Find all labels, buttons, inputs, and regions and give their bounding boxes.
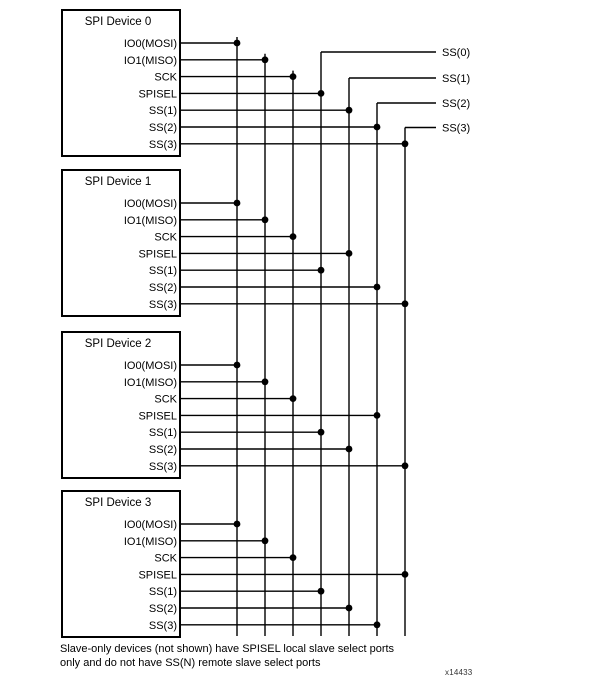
footnote-line-2: only and do not have SS(N) remote slave select ports [60, 657, 321, 669]
device-1-port-label-2: SCK [154, 231, 177, 244]
device-3-port-label-3: SPISEL [138, 569, 177, 582]
device-3-port-label-4: SS(1) [148, 586, 177, 599]
device-3-port-label-0: IO0(MOSI) [123, 519, 177, 531]
device-0-port-label-3: SPISEL [138, 88, 177, 101]
device-0-port-label-1: IO1(MISO) [123, 54, 177, 67]
device-0-port-label-4: SS(1) [148, 105, 177, 118]
device-1-port-label-0: IO0(MOSI) [123, 198, 177, 210]
device-0-junction-dot-3 [318, 90, 325, 97]
device-2-junction-dot-6 [402, 462, 409, 469]
device-3-junction-dot-1 [262, 537, 269, 544]
device-3-junction-dot-0 [234, 521, 241, 528]
device-3-junction-dot-2 [290, 554, 297, 561]
device-0-junction-dot-1 [262, 56, 269, 63]
ss0-net-label: SS(0) [442, 47, 471, 59]
device-1-junction-dot-6 [402, 300, 409, 307]
device-3-junction-dot-3 [402, 571, 409, 578]
spi-device-0-title: SPI Device 0 [84, 16, 152, 28]
ss1-net-label: SS(1) [442, 73, 471, 85]
device-0-junction-dot-4 [346, 107, 353, 114]
device-1-port-label-1: IO1(MISO) [123, 214, 177, 227]
spi-device-2-title: SPI Device 2 [84, 338, 152, 350]
device-2-junction-dot-2 [290, 395, 297, 402]
device-2-junction-dot-1 [262, 378, 269, 385]
device-3-junction-dot-4 [318, 588, 325, 595]
device-3-port-label-6: SS(3) [148, 619, 177, 632]
ss3-net-label: SS(3) [442, 122, 471, 135]
device-2-port-label-5: SS(2) [148, 444, 177, 456]
device-2-port-label-2: SCK [154, 393, 177, 406]
device-3-port-label-2: SCK [154, 552, 177, 565]
device-2-port-label-3: SPISEL [138, 410, 177, 423]
device-2-junction-dot-0 [234, 362, 241, 369]
device-0-junction-dot-0 [234, 40, 241, 47]
device-3-port-label-5: SS(2) [148, 603, 177, 615]
device-2-junction-dot-5 [346, 446, 353, 453]
device-0-junction-dot-2 [290, 73, 297, 80]
device-2-junction-dot-4 [318, 429, 325, 436]
device-0-port-label-6: SS(3) [148, 138, 177, 151]
spi-device-3-title: SPI Device 3 [84, 497, 152, 509]
device-1-junction-dot-5 [374, 284, 381, 291]
device-2-junction-dot-3 [374, 412, 381, 419]
footnote-line-1: Slave-only devices (not shown) have SPISEL local slave select ports [60, 643, 395, 655]
figure-id: x14433 [445, 668, 473, 677]
device-0-port-label-5: SS(2) [148, 122, 177, 134]
device-0-port-label-2: SCK [154, 71, 177, 84]
device-0-junction-dot-6 [402, 140, 409, 147]
device-0-junction-dot-5 [374, 124, 381, 131]
device-0-port-label-0: IO0(MOSI) [123, 38, 177, 50]
footnote [60, 642, 394, 670]
device-1-port-label-4: SS(1) [148, 265, 177, 278]
device-2-port-label-6: SS(3) [148, 460, 177, 473]
device-2-port-label-0: IO0(MOSI) [123, 360, 177, 372]
device-1-port-label-5: SS(2) [148, 282, 177, 294]
device-1-junction-dot-3 [346, 250, 353, 257]
device-1-junction-dot-1 [262, 216, 269, 223]
device-2-port-label-1: IO1(MISO) [123, 376, 177, 389]
device-3-junction-dot-5 [346, 605, 353, 612]
device-1-junction-dot-2 [290, 233, 297, 240]
device-1-junction-dot-0 [234, 200, 241, 207]
device-3-port-label-1: IO1(MISO) [123, 535, 177, 548]
ss2-net-label: SS(2) [442, 98, 471, 110]
spi-device-1-title: SPI Device 1 [84, 176, 152, 188]
device-1-port-label-6: SS(3) [148, 298, 177, 311]
device-1-junction-dot-4 [318, 267, 325, 274]
device-3-junction-dot-6 [374, 621, 381, 628]
device-1-port-label-3: SPISEL [138, 248, 177, 261]
device-2-port-label-4: SS(1) [148, 427, 177, 440]
